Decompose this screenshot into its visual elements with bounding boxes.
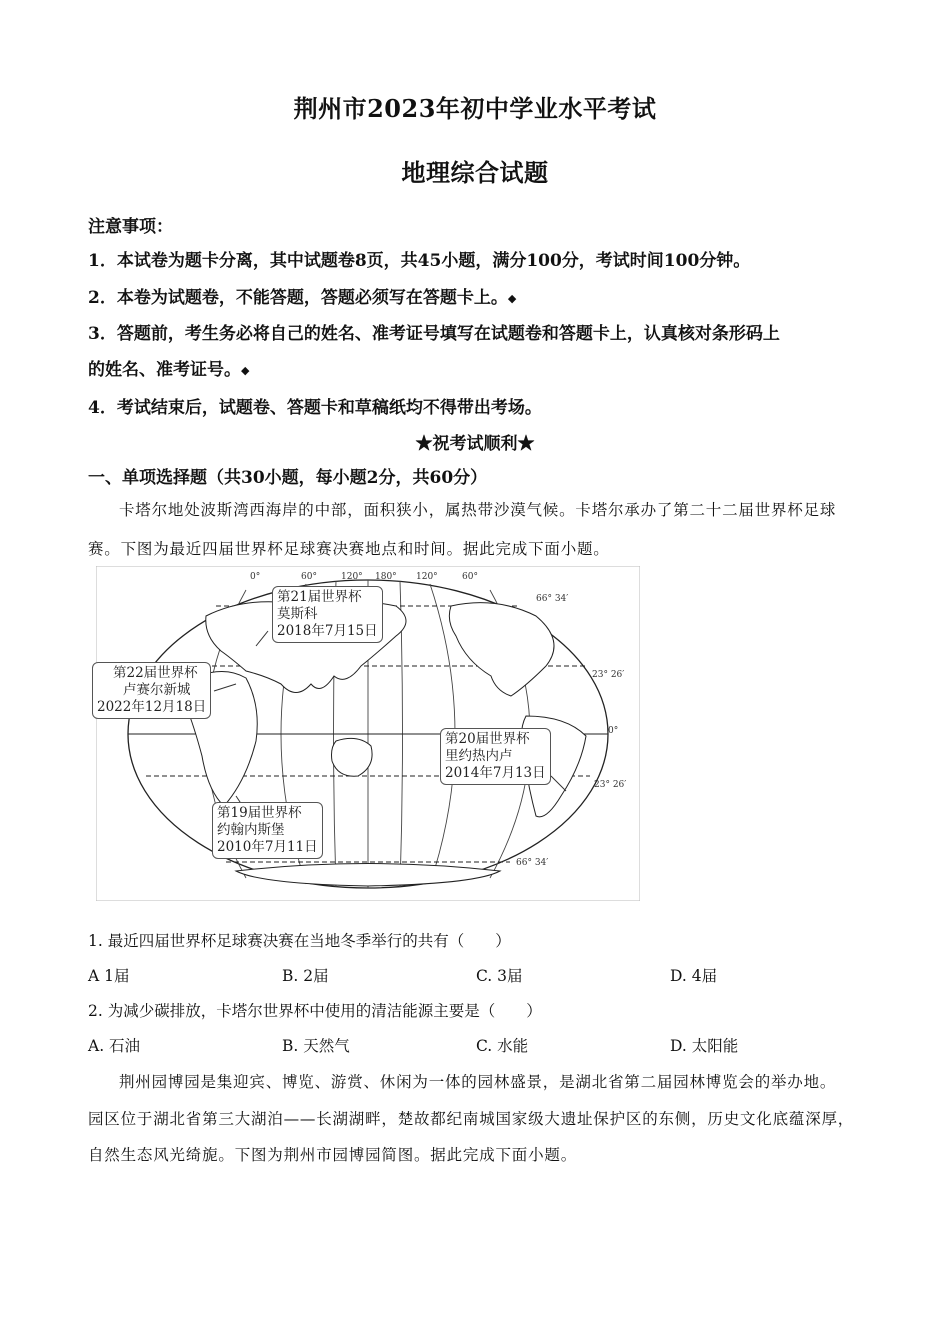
callout-city: 卢赛尔新城 (123, 682, 191, 698)
question-1-option-d: D. 4届 (670, 967, 718, 985)
question-1-option-a: A 1届 (88, 967, 130, 985)
question-2-option-a: A. 石油 (88, 1037, 141, 1055)
exam-subtitle: 地理综合试题 (401, 158, 549, 187)
longitude-label: 60° (462, 572, 478, 582)
longitude-label: 180° (375, 572, 397, 582)
question-2-option-d: D. 太阳能 (670, 1037, 739, 1055)
callout-date: 2010年7月11日 (217, 839, 318, 855)
section-1-heading: 一、单项选择题（共30小题，每小题2分，共60分） (88, 468, 488, 488)
question-1-option-c: C. 3届 (476, 967, 523, 985)
notice-item-2 (88, 283, 878, 308)
callout-edition: 第22届世界杯 (113, 665, 198, 681)
notice-item-3-line2 (88, 355, 878, 380)
question-2-option-c: C. 水能 (476, 1037, 529, 1055)
callout-city: 莫斯科 (277, 606, 318, 622)
longitude-label: 60° (301, 572, 317, 582)
callout-21st-world-cup (272, 586, 383, 643)
notice-item-1: 1．本试卷为题卡分离，其中试题卷8页，共45小题，满分100分，考试时间100分钟。 (88, 251, 751, 271)
notice-item-2-text: 2．本卷为试题卷，不能答题，答题必须写在答题卡上。 (88, 288, 508, 308)
longitude-label: 0° (250, 572, 261, 582)
question-2-stem: 2. 为减少碳排放，卡塔尔世界杯中使用的清洁能源主要是（ ） (88, 1002, 542, 1020)
notice-item-4: 4．考试结束后，试题卷、答题卡和草稿纸均不得带出考场。 (88, 398, 542, 418)
notice-item-3-line1: 3．答题前，考生务必将自己的姓名、准考证号填写在试题卷和答题卡上，认真核对条形码上 (88, 324, 780, 344)
longitude-label: 120° (416, 572, 438, 582)
callout-city: 里约热内卢 (445, 748, 513, 764)
notice-heading: 注意事项： (88, 217, 173, 237)
intro-paragraph-2-line2: 园区位于湖北省第三大湖泊——长湖湖畔，楚故都纪南城国家级大遗址保护区的东侧，历史文化底蕴深厚， (88, 1110, 855, 1128)
notice-item-3-text: 的姓名、准考证号。 (88, 360, 241, 380)
latitude-label: 66° 34′ (516, 858, 549, 868)
latitude-label: 23° 26′ (592, 670, 625, 680)
callout-19th-world-cup (212, 802, 323, 859)
intro-paragraph-2-line3: 自然生态风光绮旎。下图为荆州市园博园简图。据此完成下面小题。 (88, 1146, 578, 1164)
callout-edition: 第21届世界杯 (277, 589, 362, 605)
diamond-icon: ◆ (241, 364, 250, 377)
latitude-label: 0° (608, 726, 619, 736)
world-cup-map (96, 566, 640, 901)
callout-date: 2018年7月15日 (277, 623, 378, 639)
callout-date: 2022年12月18日 (97, 699, 207, 715)
diamond-icon: ◆ (507, 292, 517, 305)
intro-paragraph-1-line1: 卡塔尔地处波斯湾西海岸的中部，面积狭小，属热带沙漠气候。卡塔尔承办了第二十二届世界杯足球 (119, 501, 837, 519)
longitude-label: 120° (341, 572, 363, 582)
intro-paragraph-1-line2: 赛。下图为最近四届世界杯足球赛决赛地点和时间。据此完成下面小题。 (88, 540, 610, 558)
callout-20th-world-cup (440, 728, 551, 785)
exam-title: 荆州市2023年初中学业水平考试 (293, 94, 657, 123)
callout-22nd-world-cup (92, 662, 211, 719)
question-2-option-b: B. 天然气 (282, 1037, 350, 1055)
callout-city: 约翰内斯堡 (217, 822, 285, 838)
latitude-label: 66° 34′ (536, 594, 569, 604)
latitude-label: 23° 26′ (594, 780, 627, 790)
blessing-line: ★祝考试顺利★ (415, 434, 535, 454)
callout-date: 2014年7月13日 (445, 765, 546, 781)
callout-edition: 第19届世界杯 (217, 805, 302, 821)
question-1-stem: 1. 最近四届世界杯足球赛决赛在当地冬季举行的共有（ ） (88, 932, 511, 950)
question-1-option-b: B. 2届 (282, 967, 329, 985)
callout-edition: 第20届世界杯 (445, 731, 530, 747)
intro-paragraph-2-line1: 荆州园博园是集迎宾、博览、游赏、休闲为一体的园林盛景，是湖北省第二届园林博览会的举办地。 (119, 1073, 837, 1091)
